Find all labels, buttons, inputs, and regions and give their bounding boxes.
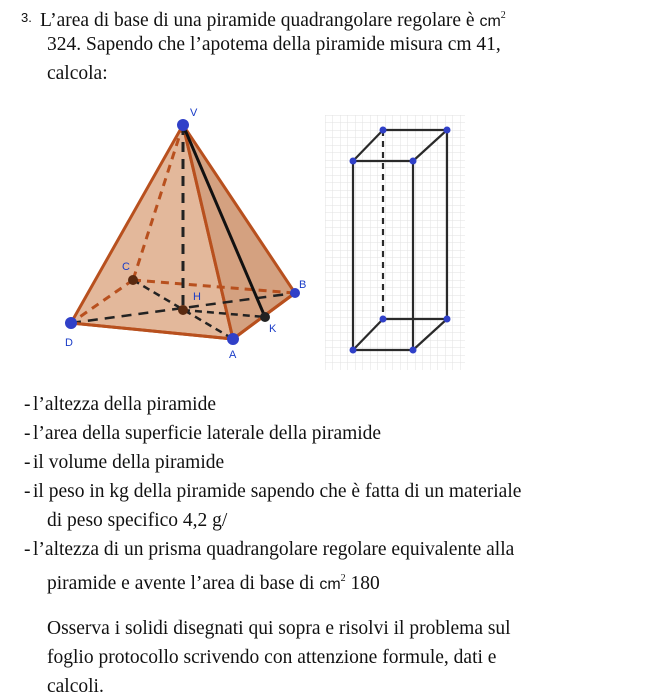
closing-line-3: calcoli. [47, 676, 104, 697]
grid-background [325, 115, 465, 370]
item-4-line-2: di peso specifico 4,2 g/ [47, 510, 228, 531]
item-5-exponent: 2 [340, 573, 346, 584]
bullet-1: - [24, 394, 31, 415]
prism-point-8 [410, 347, 417, 354]
prism-figure [325, 115, 465, 370]
bullet-5: - [24, 539, 31, 560]
problem-line-3: calcola: [47, 63, 108, 84]
point-d [65, 317, 77, 329]
unit-cm: cm [479, 13, 501, 30]
prism-point-5 [380, 316, 387, 323]
item-1: l’altezza della piramide [33, 394, 216, 415]
item-5-value: 180 [345, 573, 380, 594]
unit-exponent: 2 [500, 10, 506, 21]
prism-point-6 [444, 316, 451, 323]
item-2: l’area della superficie laterale della piramide [33, 423, 382, 444]
closing-line-2: foglio protocollo scrivendo con attenzione formule, dati e [47, 647, 497, 668]
item-5-line-1: l’altezza di un prisma quadrangolare regolare equivalente alla [33, 539, 515, 560]
item-5-unit: cm [319, 576, 341, 593]
prism-point-7 [350, 347, 357, 354]
label-a: A [229, 349, 237, 361]
item-4-line-1: il peso in kg della piramide sapendo che è fatta di un materiale [33, 481, 522, 502]
point-v [177, 119, 189, 131]
problem-line-2: 324. Sapendo che l’apotema della piramide misura cm 41, [47, 34, 501, 55]
bullet-2: - [24, 423, 31, 444]
prism-point-1 [380, 127, 387, 134]
label-k: K [269, 323, 277, 335]
item-5-line-2-text: piramide e avente l’area di base di [47, 573, 320, 594]
problem-line-1-text: L’area di base di una piramide quadrangolare regolare è [40, 10, 480, 31]
prism-point-4 [410, 158, 417, 165]
pyramid-figure [55, 100, 315, 370]
item-3: il volume della piramide [33, 452, 225, 473]
point-a [227, 333, 239, 345]
point-c [128, 275, 138, 285]
label-h: H [193, 291, 201, 303]
point-k [260, 312, 270, 322]
label-d: D [65, 337, 73, 349]
point-h [178, 305, 188, 315]
bullet-3: - [24, 452, 31, 473]
prism-point-2 [444, 127, 451, 134]
label-v: V [190, 107, 198, 119]
closing-line-1: Osserva i solidi disegnati qui sopra e risolvi il problema sul [47, 618, 511, 639]
item-5-line-2 [47, 567, 380, 597]
prism-point-3 [350, 158, 357, 165]
label-c: C [122, 261, 130, 273]
label-b: B [299, 279, 307, 291]
bullet-4: - [24, 481, 31, 502]
problem-line-1 [40, 4, 506, 34]
problem-number: 3. [21, 10, 32, 25]
